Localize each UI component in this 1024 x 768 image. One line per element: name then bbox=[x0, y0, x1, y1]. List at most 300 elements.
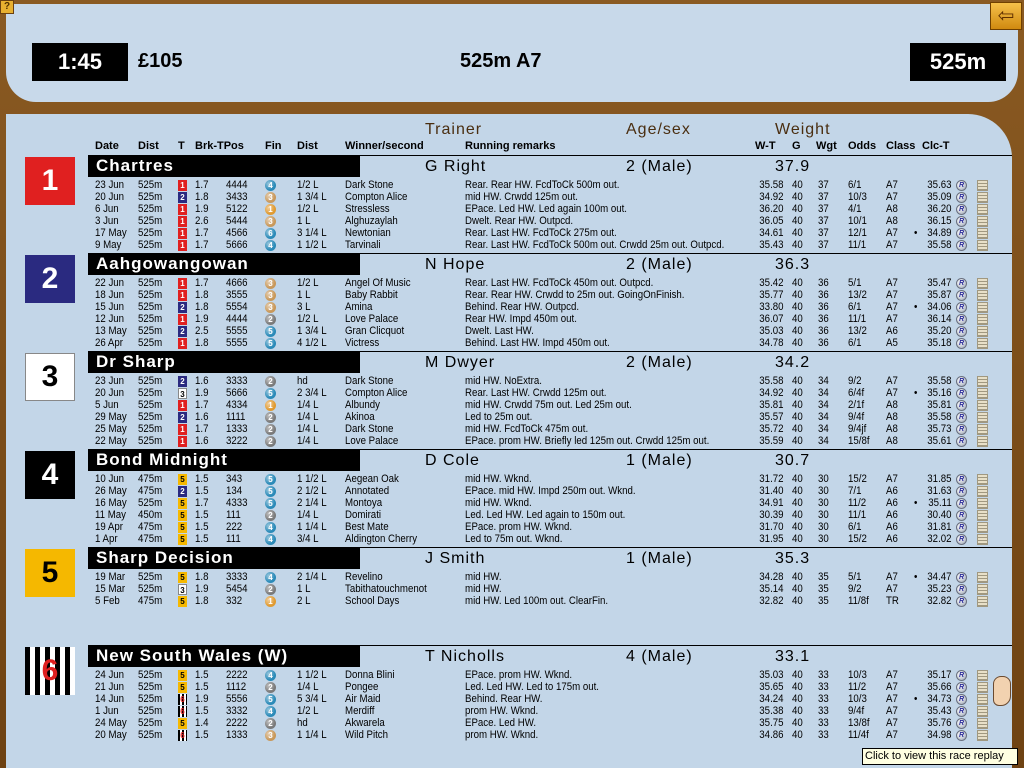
dog-name[interactable]: Aahgowangowan bbox=[88, 253, 360, 275]
date: 1 Apr bbox=[95, 533, 118, 545]
winner-second[interactable]: Love Palace bbox=[345, 435, 399, 447]
break-time: 1.4 bbox=[195, 717, 209, 729]
winner-second[interactable]: Pongee bbox=[345, 681, 379, 693]
weight-kg: 30 bbox=[818, 485, 829, 497]
break-time: 1.7 bbox=[195, 399, 209, 411]
distance-beaten: 3/4 L bbox=[297, 533, 319, 545]
race-details-button[interactable] bbox=[977, 718, 988, 729]
age-sex: 2 (Male) bbox=[626, 354, 693, 371]
calculated-time: 31.85 bbox=[927, 473, 952, 485]
going: 40 bbox=[792, 595, 803, 607]
dog-name[interactable]: Chartres bbox=[88, 155, 360, 177]
break-time: 1.7 bbox=[195, 497, 209, 509]
finish-position-badge: 2 bbox=[265, 412, 276, 423]
race-replay-button[interactable]: R bbox=[956, 290, 967, 301]
winner-second[interactable]: Angel Of Music bbox=[345, 277, 411, 289]
race-replay-button[interactable]: R bbox=[956, 436, 967, 447]
break-time: 1.8 bbox=[195, 337, 209, 349]
race-replay-button[interactable]: R bbox=[956, 180, 967, 191]
track-positions: 332 bbox=[226, 595, 243, 607]
trap-number-badge: 4 bbox=[25, 451, 75, 499]
win-time: 35.75 bbox=[759, 717, 784, 729]
winner-second[interactable]: Tabithatouchmenot bbox=[345, 583, 427, 595]
race-replay-button[interactable]: R bbox=[956, 694, 967, 705]
distance-beaten: 1/2 L bbox=[297, 705, 319, 717]
calculated-time: 34.73 bbox=[927, 693, 952, 705]
calculated-time: 36.14 bbox=[927, 313, 952, 325]
race-replay-button[interactable]: R bbox=[956, 572, 967, 583]
race-title: 525m A7 bbox=[460, 50, 542, 72]
race-replay-button[interactable]: R bbox=[956, 240, 967, 251]
date: 26 Apr bbox=[95, 337, 123, 349]
date: 17 May bbox=[95, 227, 127, 239]
trap-badge: 5 bbox=[178, 522, 187, 533]
date: 20 Jun bbox=[95, 387, 125, 399]
odds: 10/1 bbox=[848, 215, 867, 227]
trap-badge: 5 bbox=[178, 572, 187, 583]
dist: 475m bbox=[138, 473, 163, 485]
odds: 13/2 bbox=[848, 289, 867, 301]
running-remarks: EPace. Led HW. Led again 100m out. bbox=[465, 203, 627, 215]
winner-second[interactable]: Love Palace bbox=[345, 313, 399, 325]
race-details-button[interactable] bbox=[977, 596, 988, 607]
dist: 525m bbox=[138, 583, 163, 595]
race-replay-button[interactable]: R bbox=[956, 522, 967, 533]
track-positions: 4444 bbox=[226, 313, 248, 325]
dog-weight: 30.7 bbox=[775, 452, 811, 469]
dog-name[interactable]: Dr Sharp bbox=[88, 351, 360, 373]
race-details-button[interactable] bbox=[977, 424, 988, 435]
fastest-marker: • bbox=[914, 571, 918, 583]
race-replay-button[interactable]: R bbox=[956, 204, 967, 215]
break-time: 1.7 bbox=[195, 227, 209, 239]
going: 40 bbox=[792, 227, 803, 239]
going: 40 bbox=[792, 681, 803, 693]
distance-beaten: 5 3/4 L bbox=[297, 693, 327, 705]
date: 25 May bbox=[95, 423, 127, 435]
column-header-class: Class bbox=[886, 140, 916, 152]
trap-badge: 6 bbox=[178, 694, 187, 705]
race-details-button[interactable] bbox=[977, 510, 988, 521]
distance-beaten: 1 3/4 L bbox=[297, 325, 327, 337]
weight-kg: 33 bbox=[818, 717, 829, 729]
winner-second[interactable]: Akinoa bbox=[345, 411, 375, 423]
race-details-button[interactable] bbox=[977, 730, 988, 741]
fastest-marker: • bbox=[914, 301, 918, 313]
fastest-marker: • bbox=[914, 497, 918, 509]
distance-beaten: 1/2 L bbox=[297, 277, 319, 289]
track-positions: 5122 bbox=[226, 203, 248, 215]
win-time: 31.72 bbox=[759, 473, 784, 485]
race-replay-button[interactable]: R bbox=[956, 498, 967, 509]
race-details-button[interactable] bbox=[977, 228, 988, 239]
dog-name[interactable]: New South Wales (W) bbox=[88, 645, 360, 667]
break-time: 1.8 bbox=[195, 289, 209, 301]
going: 40 bbox=[792, 375, 803, 387]
distance-beaten: 3 L bbox=[297, 301, 311, 313]
win-time: 31.95 bbox=[759, 533, 784, 545]
race-details-button[interactable] bbox=[977, 522, 988, 533]
weight-kg: 30 bbox=[818, 521, 829, 533]
odds: 4/1 bbox=[848, 203, 862, 215]
date: 15 Mar bbox=[95, 583, 126, 595]
odds: 13/8f bbox=[848, 717, 870, 729]
dist: 525m bbox=[138, 497, 163, 509]
dist: 525m bbox=[138, 337, 163, 349]
class: A7 bbox=[886, 191, 898, 203]
win-time: 34.24 bbox=[759, 693, 784, 705]
win-time: 34.61 bbox=[759, 227, 784, 239]
race-details-button[interactable] bbox=[977, 314, 988, 325]
class: A7 bbox=[886, 681, 898, 693]
race-replay-button[interactable]: R bbox=[956, 192, 967, 203]
date: 16 May bbox=[95, 497, 127, 509]
race-details-button[interactable] bbox=[977, 498, 988, 509]
break-time: 2.5 bbox=[195, 325, 209, 337]
calculated-time: 34.47 bbox=[927, 571, 952, 583]
trainer-name: M Dwyer bbox=[425, 354, 496, 371]
race-replay-button[interactable]: R bbox=[956, 682, 967, 693]
winner-second[interactable]: Dark Stone bbox=[345, 179, 394, 191]
race-details-button[interactable] bbox=[977, 278, 988, 289]
distance-beaten: 1/2 L bbox=[297, 179, 319, 191]
trap-number-badge: 1 bbox=[25, 157, 75, 205]
track-positions: 3433 bbox=[226, 191, 248, 203]
calculated-time: 35.47 bbox=[927, 277, 952, 289]
break-time: 1.7 bbox=[195, 277, 209, 289]
race-replay-button[interactable]: R bbox=[956, 376, 967, 387]
race-details-button[interactable] bbox=[977, 204, 988, 215]
running-remarks: Behind. Rear HW. Outpcd. bbox=[465, 301, 580, 313]
age-sex: 1 (Male) bbox=[626, 550, 693, 567]
winner-second[interactable]: Revelino bbox=[345, 571, 383, 583]
winner-second[interactable]: Tarvinali bbox=[345, 239, 381, 251]
race-details-button[interactable] bbox=[977, 216, 988, 227]
dog-name[interactable]: Sharp Decision bbox=[88, 547, 360, 569]
break-time: 1.6 bbox=[195, 375, 209, 387]
winner-second[interactable]: Best Mate bbox=[345, 521, 389, 533]
winner-second[interactable]: School Days bbox=[345, 595, 400, 607]
running-remarks: EPace. prom HW. Wknd. bbox=[465, 669, 573, 681]
winner-second[interactable]: Stressless bbox=[345, 203, 390, 215]
class: A8 bbox=[886, 215, 898, 227]
class: A6 bbox=[886, 497, 898, 509]
race-replay-button[interactable]: R bbox=[956, 326, 967, 337]
race-replay-button[interactable]: R bbox=[956, 314, 967, 325]
calculated-time: 35.58 bbox=[927, 411, 952, 423]
going: 40 bbox=[792, 669, 803, 681]
running-remarks: Led. Led HW. Led again to 150m out. bbox=[465, 509, 626, 521]
distance-beaten: 1/4 L bbox=[297, 411, 319, 423]
finish-position-badge: 4 bbox=[265, 240, 276, 251]
odds: 10/3 bbox=[848, 693, 867, 705]
weight-kg: 34 bbox=[818, 387, 829, 399]
race-replay-button[interactable]: R bbox=[956, 596, 967, 607]
dist: 525m bbox=[138, 313, 163, 325]
finish-position-badge: 4 bbox=[265, 534, 276, 545]
winner-second[interactable]: Merdiff bbox=[345, 705, 375, 717]
going: 40 bbox=[792, 179, 803, 191]
odds: 13/2 bbox=[848, 325, 867, 337]
odds: 9/4f bbox=[848, 705, 865, 717]
break-time: 1.6 bbox=[195, 435, 209, 447]
break-time: 1.9 bbox=[195, 313, 209, 325]
trap-badge: 5 bbox=[178, 510, 187, 521]
going: 40 bbox=[792, 705, 803, 717]
winner-second[interactable]: Victress bbox=[345, 337, 380, 349]
dog-name[interactable]: Bond Midnight bbox=[88, 449, 360, 471]
column-header-t: T bbox=[178, 140, 185, 152]
race-replay-button[interactable]: R bbox=[956, 486, 967, 497]
race-details-button[interactable] bbox=[977, 572, 988, 583]
class: A8 bbox=[886, 399, 898, 411]
race-replay-button[interactable]: R bbox=[956, 424, 967, 435]
odds: 10/3 bbox=[848, 669, 867, 681]
race-details-button[interactable] bbox=[977, 180, 988, 191]
race-details-button[interactable] bbox=[977, 436, 988, 447]
going: 40 bbox=[792, 533, 803, 545]
race-details-button[interactable] bbox=[977, 400, 988, 411]
calculated-time: 35.73 bbox=[927, 423, 952, 435]
finish-position-badge: 4 bbox=[265, 180, 276, 191]
weight-kg: 37 bbox=[818, 203, 829, 215]
race-details-button[interactable] bbox=[977, 192, 988, 203]
race-details-button[interactable] bbox=[977, 376, 988, 387]
dist: 525m bbox=[138, 705, 163, 717]
calculated-time: 34.06 bbox=[927, 301, 952, 313]
trap-badge: 2 bbox=[178, 486, 187, 497]
distance-beaten: 1/2 L bbox=[297, 203, 319, 215]
winner-second[interactable]: Air Maid bbox=[345, 693, 381, 705]
distance-beaten: 1 L bbox=[297, 583, 311, 595]
weight-kg: 33 bbox=[818, 729, 829, 741]
calculated-time: 34.98 bbox=[927, 729, 952, 741]
winner-second[interactable]: Annotated bbox=[345, 485, 390, 497]
trap-badge: 2 bbox=[178, 412, 187, 423]
race-replay-button[interactable]: R bbox=[956, 302, 967, 313]
track-positions: 1112 bbox=[226, 681, 247, 693]
date: 13 May bbox=[95, 325, 127, 337]
column-header-dist: Dist bbox=[138, 140, 159, 152]
finish-position-badge: 5 bbox=[265, 694, 276, 705]
race-details-button[interactable] bbox=[977, 474, 988, 485]
race-replay-button[interactable]: R bbox=[956, 510, 967, 521]
column-header-wgt: Wgt bbox=[816, 140, 837, 152]
going: 40 bbox=[792, 337, 803, 349]
weight-kg: 33 bbox=[818, 705, 829, 717]
going: 40 bbox=[792, 191, 803, 203]
winner-second[interactable]: Baby Rabbit bbox=[345, 289, 398, 301]
track-positions: 3555 bbox=[226, 289, 248, 301]
odds: 9/2 bbox=[848, 583, 862, 595]
weight-kg: 35 bbox=[818, 571, 829, 583]
dog-weight: 33.1 bbox=[775, 648, 811, 665]
winner-second[interactable]: Gran Clicquot bbox=[345, 325, 405, 337]
dist: 525m bbox=[138, 717, 163, 729]
running-remarks: Dwelt. Rear HW. Outpcd. bbox=[465, 215, 574, 227]
class: A7 bbox=[886, 227, 898, 239]
trap-badge: 2 bbox=[178, 302, 187, 313]
race-replay-button[interactable]: R bbox=[956, 534, 967, 545]
race-replay-button[interactable]: R bbox=[956, 718, 967, 729]
trap-badge: 5 bbox=[178, 474, 187, 485]
winner-second[interactable]: Compton Alice bbox=[345, 191, 408, 203]
race-details-button[interactable] bbox=[977, 584, 988, 595]
dist: 525m bbox=[138, 669, 163, 681]
win-time: 34.92 bbox=[759, 387, 784, 399]
odds: 11/1 bbox=[848, 313, 867, 325]
break-time: 1.5 bbox=[195, 533, 209, 545]
column-header-winner: Winner/second bbox=[345, 140, 424, 152]
dist: 525m bbox=[138, 571, 163, 583]
race-details-button[interactable] bbox=[977, 706, 988, 717]
race-details-button[interactable] bbox=[977, 670, 988, 681]
going: 40 bbox=[792, 571, 803, 583]
winner-second[interactable]: Newtonian bbox=[345, 227, 391, 239]
track-positions: 3333 bbox=[226, 571, 248, 583]
odds: 11/1 bbox=[848, 509, 867, 521]
going: 40 bbox=[792, 717, 803, 729]
track-positions: 5666 bbox=[226, 387, 248, 399]
race-replay-button[interactable]: R bbox=[956, 706, 967, 717]
date: 29 May bbox=[95, 411, 127, 423]
finish-position-badge: 3 bbox=[265, 278, 276, 289]
date: 20 May bbox=[95, 729, 127, 741]
running-remarks: mid HW. FcdToCk 475m out. bbox=[465, 423, 589, 435]
distance-beaten: hd bbox=[297, 717, 308, 729]
trap-badge: 1 bbox=[178, 400, 187, 411]
going: 40 bbox=[792, 497, 803, 509]
going: 40 bbox=[792, 411, 803, 423]
winner-second[interactable]: Compton Alice bbox=[345, 387, 408, 399]
weight-kg: 30 bbox=[818, 473, 829, 485]
race-details-button[interactable] bbox=[977, 534, 988, 545]
trap-badge: 1 bbox=[178, 204, 187, 215]
race-replay-button[interactable]: R bbox=[956, 228, 967, 239]
race-replay-button[interactable]: R bbox=[956, 278, 967, 289]
winner-second[interactable]: Amina bbox=[345, 301, 373, 313]
back-arrow-button[interactable]: ⇦ bbox=[990, 2, 1022, 30]
date: 3 Jun bbox=[95, 215, 119, 227]
odds: 5/1 bbox=[848, 277, 862, 289]
distance-beaten: 1/4 L bbox=[297, 423, 319, 435]
running-remarks: prom HW. Wknd. bbox=[465, 729, 539, 741]
race-details-button[interactable] bbox=[977, 412, 988, 423]
going: 40 bbox=[792, 423, 803, 435]
age-sex: 4 (Male) bbox=[626, 648, 693, 665]
win-time: 35.03 bbox=[759, 669, 784, 681]
winner-second[interactable]: Aldington Cherry bbox=[345, 533, 418, 545]
winner-second[interactable]: Akwarela bbox=[345, 717, 385, 729]
running-remarks: Rear. Last HW. FcdToCk 275m out. bbox=[465, 227, 617, 239]
race-replay-button[interactable]: R bbox=[956, 412, 967, 423]
race-details-button[interactable] bbox=[977, 326, 988, 337]
winner-second[interactable]: Domirati bbox=[345, 509, 382, 521]
odds: 15/2 bbox=[848, 473, 867, 485]
winner-second[interactable]: Dark Stone bbox=[345, 375, 394, 387]
class: A7 bbox=[886, 239, 898, 251]
race-replay-button[interactable]: R bbox=[956, 670, 967, 681]
trap-badge: 1 bbox=[178, 338, 187, 349]
winner-second[interactable]: Wild Pitch bbox=[345, 729, 389, 741]
dist: 525m bbox=[138, 423, 163, 435]
race-details-button[interactable] bbox=[977, 694, 988, 705]
winner-second[interactable]: Dark Stone bbox=[345, 423, 394, 435]
weight-kg: 36 bbox=[818, 337, 829, 349]
class: A7 bbox=[886, 289, 898, 301]
odds: 11/4f bbox=[848, 729, 869, 741]
distance-beaten: 3 1/4 L bbox=[297, 227, 327, 239]
dist: 525m bbox=[138, 325, 163, 337]
race-replay-button[interactable]: R bbox=[956, 400, 967, 411]
running-remarks: Rear. Last HW. Crwdd 125m out. bbox=[465, 387, 607, 399]
break-time: 1.8 bbox=[195, 191, 209, 203]
date: 24 May bbox=[95, 717, 127, 729]
running-remarks: EPace. mid HW. Impd 250m out. Wknd. bbox=[465, 485, 636, 497]
running-remarks: Rear HW. Impd 450m out. bbox=[465, 313, 577, 325]
column-header-g: G bbox=[792, 140, 801, 152]
winner-second[interactable]: Alghuzaylah bbox=[345, 215, 398, 227]
replay-tooltip: Click to view this race replay bbox=[862, 748, 1018, 765]
race-replay-button[interactable]: R bbox=[956, 730, 967, 741]
weight-kg: 35 bbox=[818, 583, 829, 595]
race-details-button[interactable] bbox=[977, 486, 988, 497]
trap-badge: 6 bbox=[178, 730, 187, 741]
race-details-button[interactable] bbox=[977, 388, 988, 399]
going: 40 bbox=[792, 277, 803, 289]
track-positions: 5556 bbox=[226, 693, 248, 705]
column-header-age_sex: Age/sex bbox=[626, 121, 691, 138]
finish-position-badge: 2 bbox=[265, 682, 276, 693]
win-time: 35.38 bbox=[759, 705, 784, 717]
running-remarks: mid HW. Wknd. bbox=[465, 497, 532, 509]
calculated-time: 36.20 bbox=[927, 203, 952, 215]
race-details-button[interactable] bbox=[977, 302, 988, 313]
race-replay-button[interactable]: R bbox=[956, 338, 967, 349]
weight-kg: 37 bbox=[818, 191, 829, 203]
hand-cursor-icon bbox=[993, 676, 1011, 706]
trap-badge: 1 bbox=[178, 240, 187, 251]
race-replay-button[interactable]: R bbox=[956, 584, 967, 595]
race-details-button[interactable] bbox=[977, 682, 988, 693]
winner-second[interactable]: Aegean Oak bbox=[345, 473, 399, 485]
race-details-button[interactable] bbox=[977, 338, 988, 349]
race-replay-button[interactable]: R bbox=[956, 216, 967, 227]
winner-second[interactable]: Donna Blini bbox=[345, 669, 395, 681]
race-replay-button[interactable]: R bbox=[956, 474, 967, 485]
weight-kg: 36 bbox=[818, 289, 829, 301]
class: A6 bbox=[886, 533, 898, 545]
race-details-button[interactable] bbox=[977, 240, 988, 251]
date: 22 Jun bbox=[95, 277, 125, 289]
finish-position-badge: 6 bbox=[265, 228, 276, 239]
weight-kg: 36 bbox=[818, 313, 829, 325]
winner-second[interactable]: Montoya bbox=[345, 497, 383, 509]
help-icon[interactable]: ? bbox=[0, 0, 14, 14]
calculated-time: 35.16 bbox=[927, 387, 952, 399]
running-remarks: mid HW. Wknd. bbox=[465, 473, 532, 485]
calculated-time: 35.81 bbox=[927, 399, 952, 411]
class: A6 bbox=[886, 325, 898, 337]
win-time: 34.91 bbox=[759, 497, 784, 509]
column-header-remarks: Running remarks bbox=[465, 140, 556, 152]
going: 40 bbox=[792, 289, 803, 301]
calculated-time: 35.17 bbox=[927, 669, 952, 681]
track-positions: 5555 bbox=[226, 325, 248, 337]
race-details-button[interactable] bbox=[977, 290, 988, 301]
race-replay-button[interactable]: R bbox=[956, 388, 967, 399]
winner-second[interactable]: Albundy bbox=[345, 399, 380, 411]
